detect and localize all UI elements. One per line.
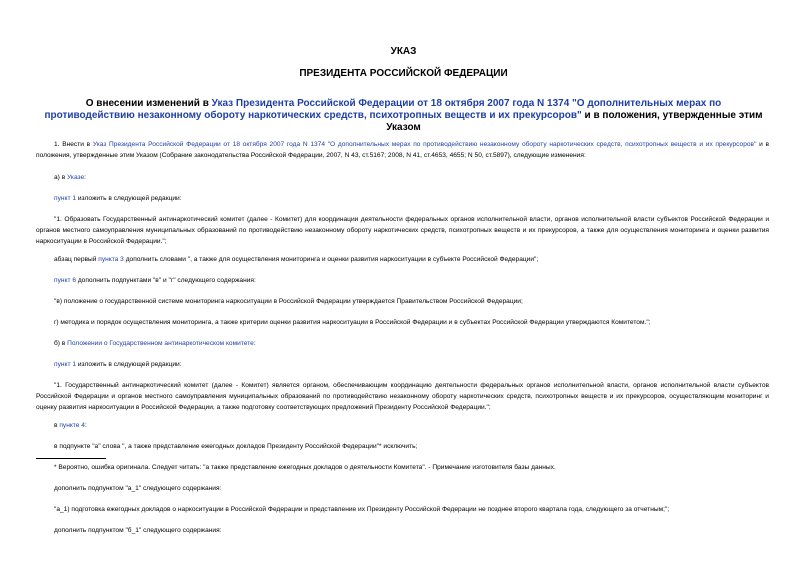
paragraph-8: г) методика и порядок осуществления мониторинга, а также критерии оценки развития наркоситуации в Российской Федерации и в субъектах Российской Федерации утверждаются Комитетом."; bbox=[54, 319, 651, 326]
committee-regulation-link[interactable]: Положении о Государственном антинаркотическом комитете bbox=[67, 340, 254, 347]
paragraph-13: в подпункте "а" слова ", а также представление ежегодных докладов Президенту Российской Федерации"* исключить; bbox=[54, 443, 418, 450]
paragraph-2-text-end: : bbox=[84, 174, 87, 181]
paragraph-6-text: дополнить подпунктами "в" и "г" следующего содержания: bbox=[76, 277, 256, 284]
subtitle-text-end: и в положения, утвержденные этим Указом bbox=[386, 110, 763, 133]
paragraph-12-text: в bbox=[54, 422, 60, 429]
doc-subtitle bbox=[0, 98, 807, 134]
paragraph-12 bbox=[36, 420, 769, 431]
item-6-link[interactable]: пункт 6 bbox=[54, 277, 76, 284]
paragraph-2 bbox=[36, 172, 769, 183]
doc-title: УКАЗ bbox=[390, 46, 417, 57]
footnote: * Вероятно, ошибка оригинала. Следует читать: "а также представление ежегодных докладов о деятельности Комитета". - Примечание изготовителя базы данных. bbox=[54, 464, 556, 471]
doc-issuer: ПРЕЗИДЕНТА РОССИЙСКОЙ ФЕДЕРАЦИИ bbox=[299, 68, 508, 79]
paragraph-16: дополнить подпунктом "б_1" следующего содержания: bbox=[54, 527, 222, 534]
paragraph-1-text: 1. Внести в bbox=[54, 141, 93, 148]
paragraph-1 bbox=[36, 139, 769, 161]
paragraph-10 bbox=[36, 359, 769, 370]
item-3-link[interactable]: пункта 3 bbox=[98, 256, 124, 263]
item-1-link[interactable]: пункт 1 bbox=[54, 195, 76, 202]
paragraph-3 bbox=[36, 193, 769, 204]
subtitle-text: О внесении изменений в bbox=[85, 98, 212, 109]
decree-link[interactable]: Указ Президента Российской Федерации от 18 октября 2007 года N 1374 "О дополнительных мерах по противодействию незаконному обороту наркотических средств, психотропных веществ и их прекурсоров" bbox=[92, 141, 757, 148]
footnote-separator bbox=[36, 458, 106, 459]
paragraph-9 bbox=[36, 338, 769, 349]
paragraph-3-text: изложить в следующей редакции: bbox=[76, 195, 182, 202]
paragraph-12-text-end: : bbox=[84, 422, 87, 429]
paragraph-11: "1. Государственный антинаркотический комитет (далее - Комитет) является органом, обеспечивающим координацию деятельности федеральных органов исполнительной власти, органов исполнительной власти субъектов Российской Федерации и органов местного самоуправления муниципальных образований по противодействию незаконному обороту наркотических средств, психотропных веществ и их прекурсоров, осуществляющим мониторинг и оценку развития наркоситуации в Российской Федерации, а также подготовку соответствующих предложений Президенту Российской Федерации."; bbox=[36, 382, 769, 411]
decree-short-link[interactable]: Указе bbox=[67, 174, 85, 181]
paragraph-1-text-end: и в положения, утвержденные этим Указом (Собрание законодательства Российской Федерации, 2007, N 43, ст.5167; 2008, N 41, ст.4653, 4655; N 50, ст.5897), следующие изменения: bbox=[36, 141, 769, 159]
paragraph-10-text: изложить в следующей редакции: bbox=[76, 361, 182, 368]
subtitle-link[interactable]: Указ Президента Российской Федерации от 18 октября 2007 года N 1374 "О дополнительных мерах по противодействию незаконному обороту наркотических средств, психотропных веществ и их прекурсоров" bbox=[44, 98, 722, 121]
paragraph-14: дополнить подпунктом "а_1" следующего содержания: bbox=[54, 485, 222, 492]
regulation-item-1-link[interactable]: пункт 1 bbox=[54, 361, 76, 368]
paragraph-5 bbox=[36, 254, 769, 265]
paragraph-2-text: а) в bbox=[54, 174, 68, 181]
paragraph-4: "1. Образовать Государственный антинаркотический комитет (далее - Комитет) для координации деятельности федеральных органов исполнительной власти, органов исполнительной власти субъектов Российской Федерации и органов местного самоуправления муниципальных образований по противодействию незаконному обороту наркотических средств, психотропных веществ и их прекурсоров, а также для осуществления мониторинга и оценки развития наркоситуации в Российской Федерации."; bbox=[36, 216, 769, 245]
paragraph-9-text-end: : bbox=[253, 340, 256, 347]
paragraph-9-text: б) в bbox=[54, 340, 68, 347]
paragraph-7: "в) положение о государственной системе мониторинга наркоситуации в Российской Федерации утверждается Правительством Российской Федерации; bbox=[54, 298, 523, 305]
paragraph-15: "а_1) подготовка ежегодных докладов о наркоситуации в Российской Федерации и представление их Президенту Российской Федерации не позднее второго квартала года, следующего за отчетным;"; bbox=[54, 506, 670, 513]
paragraph-6 bbox=[36, 275, 769, 286]
paragraph-5-text-end: дополнить словами ", а также для осуществления мониторинга и оценки развития наркоситуации в субъекте Российской Федерации"; bbox=[123, 256, 539, 263]
item-4-link[interactable]: пункте 4 bbox=[59, 422, 85, 429]
paragraph-5-text: абзац первый bbox=[54, 256, 99, 263]
